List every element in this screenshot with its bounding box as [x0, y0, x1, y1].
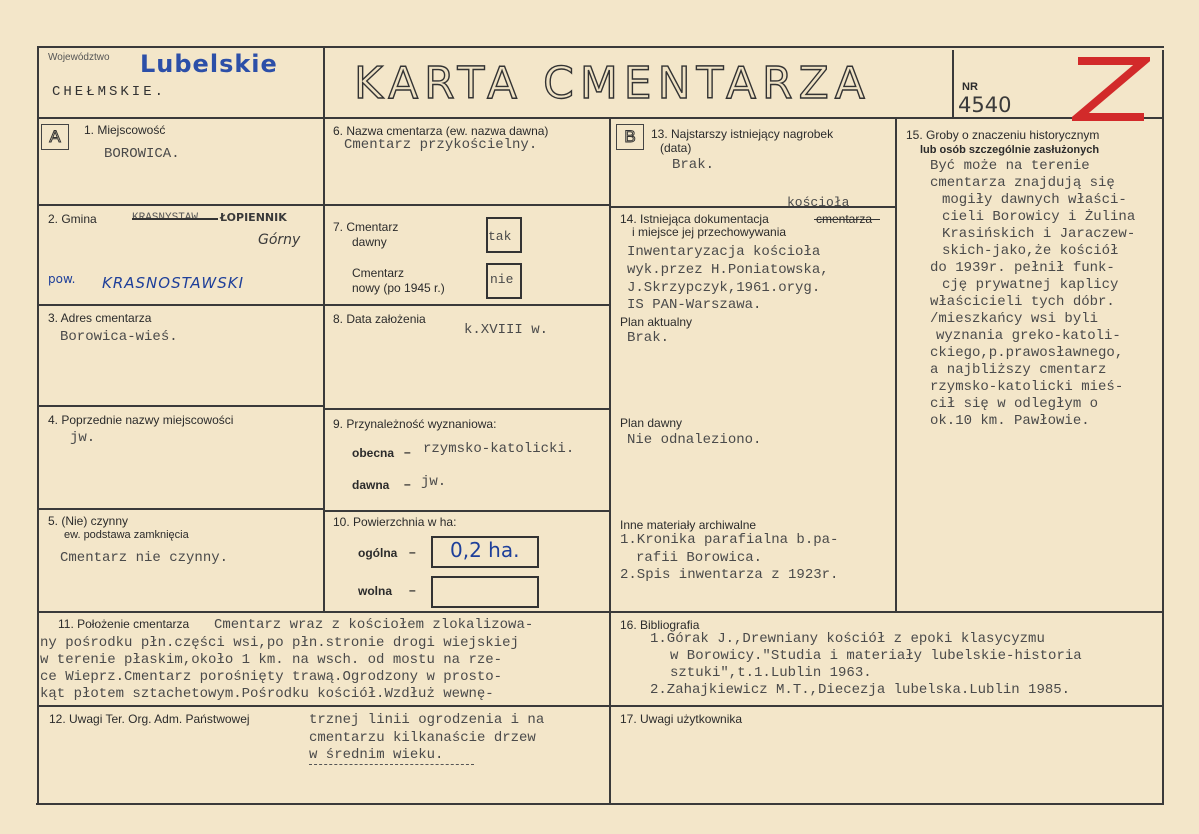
f16-line: sztuki",t.1.Lublin 1963.	[670, 665, 872, 681]
f7-new-label: Cmentarz	[352, 266, 405, 280]
row-a4	[38, 508, 324, 510]
f2-strike-line	[132, 218, 218, 220]
f12-line: trznej linii ogrodzenia i na	[309, 712, 545, 728]
f14-label-struck: cmentarza	[816, 212, 873, 226]
row-lower-mid-right	[610, 705, 1164, 707]
wojewodztwo-label: Województwo	[48, 52, 110, 63]
f5-value: Cmentarz nie czynny.	[60, 550, 229, 566]
f5-sublabel: ew. podstawa zamknięcia	[64, 529, 189, 541]
f15-line: a najbliższy cmentarz	[930, 362, 1107, 378]
f3-value: Borowica-wieś.	[60, 329, 178, 345]
f14-doc-line: IS PAN-Warszawa.	[627, 297, 762, 313]
f7-new-label-2: nowy (po 1945 r.)	[352, 281, 445, 295]
f16-line: 1.Górak J.,Drewniany kościół z epoki klasycyzmu	[650, 631, 1045, 647]
section-a-box: A	[41, 124, 69, 150]
f14-doc-line: wyk.przez H.Poniatowska,	[627, 262, 829, 278]
f13-sublabel: (data)	[660, 141, 692, 155]
f9-current-value: rzymsko-katolicki.	[423, 441, 575, 457]
f15-line: Krasińskich i Jaraczew-	[942, 226, 1136, 242]
f8-label: 8. Data założenia	[333, 312, 426, 326]
f15-label-2: lub osób szczególnie zasłużonych	[920, 144, 1100, 156]
f13-value: Brak.	[672, 157, 715, 173]
f16-label: 16. Bibliografia	[620, 618, 700, 632]
f11-label: 11. Położenie cmentarza	[58, 617, 190, 631]
f15-line: skich-jako,że kościół	[942, 243, 1119, 259]
row-m2	[324, 304, 610, 306]
frame-bottom	[36, 803, 1164, 805]
f7-old-label-2: dawny	[352, 235, 387, 249]
f15-line: /mieszkańcy wsi byli	[930, 311, 1099, 327]
col-div-1	[323, 118, 325, 612]
category-z-graphic	[1072, 55, 1150, 123]
f15-line: mogiły dawnych właści-	[942, 192, 1127, 208]
f10-total-label: ogólna	[358, 546, 398, 560]
f14-archive-line: 2.Spis inwentarza z 1923r.	[620, 567, 839, 583]
nr-value: 4540	[958, 93, 1012, 117]
f15-line: wyznania greko-katoli-	[936, 328, 1121, 344]
f15-line: cję prywatnej kaplicy	[942, 277, 1119, 293]
f15-line: cieli Borowicy i Żulina	[942, 209, 1136, 225]
f4-label: 4. Poprzednie nazwy miejscowości	[48, 413, 234, 427]
f11-line: Cmentarz wraz z kościołem zlokalizowa-	[214, 617, 534, 633]
f14-plan-current-value: Brak.	[627, 330, 670, 346]
f14-plan-old-value: Nie odnaleziono.	[627, 432, 762, 448]
row-a3	[38, 405, 324, 407]
f14-label-2: i miejsce jej przechowywania	[632, 225, 787, 239]
row-lower-mid-left	[38, 705, 610, 707]
f10-free-box	[431, 576, 539, 608]
f14-plan-current-label: Plan aktualny	[620, 315, 693, 329]
f12-line: cmentarzu kilkanaście drzew	[309, 730, 536, 746]
f7-old-label: 7. Cmentarz	[333, 220, 399, 234]
f15-line: właścicieli tych dóbr.	[930, 294, 1115, 310]
f12-underline	[309, 764, 474, 765]
f4-value: jw.	[70, 430, 96, 446]
f5-label: 5. (Nie) czynny	[48, 514, 129, 528]
f13-overflow: kościoła	[787, 195, 850, 210]
f10-total-dash: –	[409, 545, 416, 559]
f15-label: 15. Groby o znaczeniu historycznym	[906, 128, 1100, 142]
f9-former-dash: –	[404, 477, 411, 491]
f9-former-value: jw.	[421, 474, 447, 490]
f15-line: Być może na terenie	[930, 158, 1090, 174]
f10-label: 10. Powierzchnia w ha:	[333, 515, 457, 529]
f9-label: 9. Przynależność wyznaniowa:	[333, 417, 497, 431]
f1-value: BOROWICA.	[104, 146, 180, 162]
header-div-1	[323, 46, 325, 118]
f6-value: Cmentarz przykościelny.	[344, 137, 538, 153]
f3-label: 3. Adres cmentarza	[48, 311, 152, 325]
frame-top	[38, 46, 1164, 48]
f6-label: 6. Nazwa cmentarza (ew. nazwa dawna)	[333, 124, 549, 138]
f10-total-value: 0,2 ha.	[450, 538, 520, 562]
f14-strike-line	[814, 219, 880, 220]
f15-line: do 1939r. pełnił funk-	[930, 260, 1115, 276]
f7-old-value: tak	[488, 229, 512, 244]
f2-value-struck: KRASNYSTAW	[132, 212, 199, 224]
header-rule	[38, 117, 1164, 119]
f14-archive-line: 1.Kronika parafialna b.pa-	[620, 532, 839, 548]
wojewodztwo-stamp: Lubelskie	[140, 50, 278, 78]
f12-label: 12. Uwagi Ter. Org. Adm. Państwowej	[49, 712, 250, 726]
f2-gmina-hand: ŁOPIENNIK	[220, 211, 287, 224]
f15-line: rzymsko-katolicki mieś-	[930, 379, 1124, 395]
f2-powiat-value: KRASNOSTAWSKI	[102, 274, 244, 292]
f14-label: 14. Istniejąca dokumentacja	[620, 212, 769, 226]
section-b-box: B	[616, 124, 644, 150]
f2-powiat-prefix: pow.	[48, 272, 76, 286]
f8-value: k.XVIII w.	[464, 322, 549, 338]
f13-label: 13. Najstarszy istniejący nagrobek	[651, 127, 834, 141]
f14-doc-line: J.Skrzypczyk,1961.oryg.	[627, 280, 821, 296]
row-lower-top	[38, 611, 1164, 613]
f15-line: ok.10 km. Pawłowie.	[930, 413, 1090, 429]
f12-line: w średnim wieku.	[309, 747, 444, 763]
page-title: KARTA CMENTARZA	[354, 58, 871, 109]
f14-archive-line: rafii Borowica.	[636, 550, 763, 566]
f11-line: kąt płotem sztachetowym.Pośrodku kościół.Wzdłuż wewnę-	[40, 686, 494, 702]
nr-label: NR	[962, 81, 978, 93]
row-r1	[610, 206, 896, 208]
f2-gmina-hand-2: Górny	[258, 232, 301, 248]
f9-former-label: dawna	[352, 478, 390, 492]
f2-label: 2. Gmina	[48, 212, 97, 226]
f1-label: 1. Miejscowość	[84, 123, 166, 137]
f14-archives-label: Inne materiały archiwalne	[620, 518, 757, 532]
f11-line: w terenie płaskim,około 1 km. na wsch. od mostu na rze-	[40, 652, 503, 668]
f11-line: ce Wieprz.Cmentarz porośnięty trawą.Ogrodzony w prosto-	[40, 669, 503, 685]
row-m1	[324, 204, 610, 206]
f14-doc-line: Inwentaryzacja kościoła	[627, 244, 821, 260]
f7-new-value: nie	[490, 272, 514, 287]
f14-plan-old-label: Plan dawny	[620, 416, 683, 430]
row-m3	[324, 408, 610, 410]
col-div-3	[895, 118, 897, 612]
f10-free-dash: –	[409, 583, 416, 597]
header-div-2	[952, 50, 954, 118]
f16-line: w Borowicy."Studia i materiały lubelskie-historia	[670, 648, 1082, 664]
row-a1	[38, 204, 324, 206]
col-div-2	[609, 118, 611, 804]
f17-label: 17. Uwagi użytkownika	[620, 712, 743, 726]
f15-line: ckiego,p.prawosławnego,	[930, 345, 1124, 361]
f15-line: cił się w odległym o	[930, 396, 1099, 412]
row-m4	[324, 510, 610, 512]
f9-current-label: obecna	[352, 446, 395, 460]
row-a2	[38, 304, 324, 306]
frame-left	[37, 46, 39, 805]
f10-free-label: wolna	[358, 584, 393, 598]
frame-right	[1162, 50, 1164, 805]
powiat-value: CHEŁMSKIE.	[52, 84, 167, 100]
f11-line: ny pośrodku płn.części wsi,po płn.stronie drogi wiejskiej	[40, 635, 519, 651]
f16-line: 2.Zahajkiewicz M.T.,Diecezja lubelska.Lublin 1985.	[650, 682, 1071, 698]
f9-current-dash: –	[404, 445, 411, 459]
f15-line: cmentarza znajdują się	[930, 175, 1115, 191]
category-z-mark	[1072, 55, 1150, 123]
